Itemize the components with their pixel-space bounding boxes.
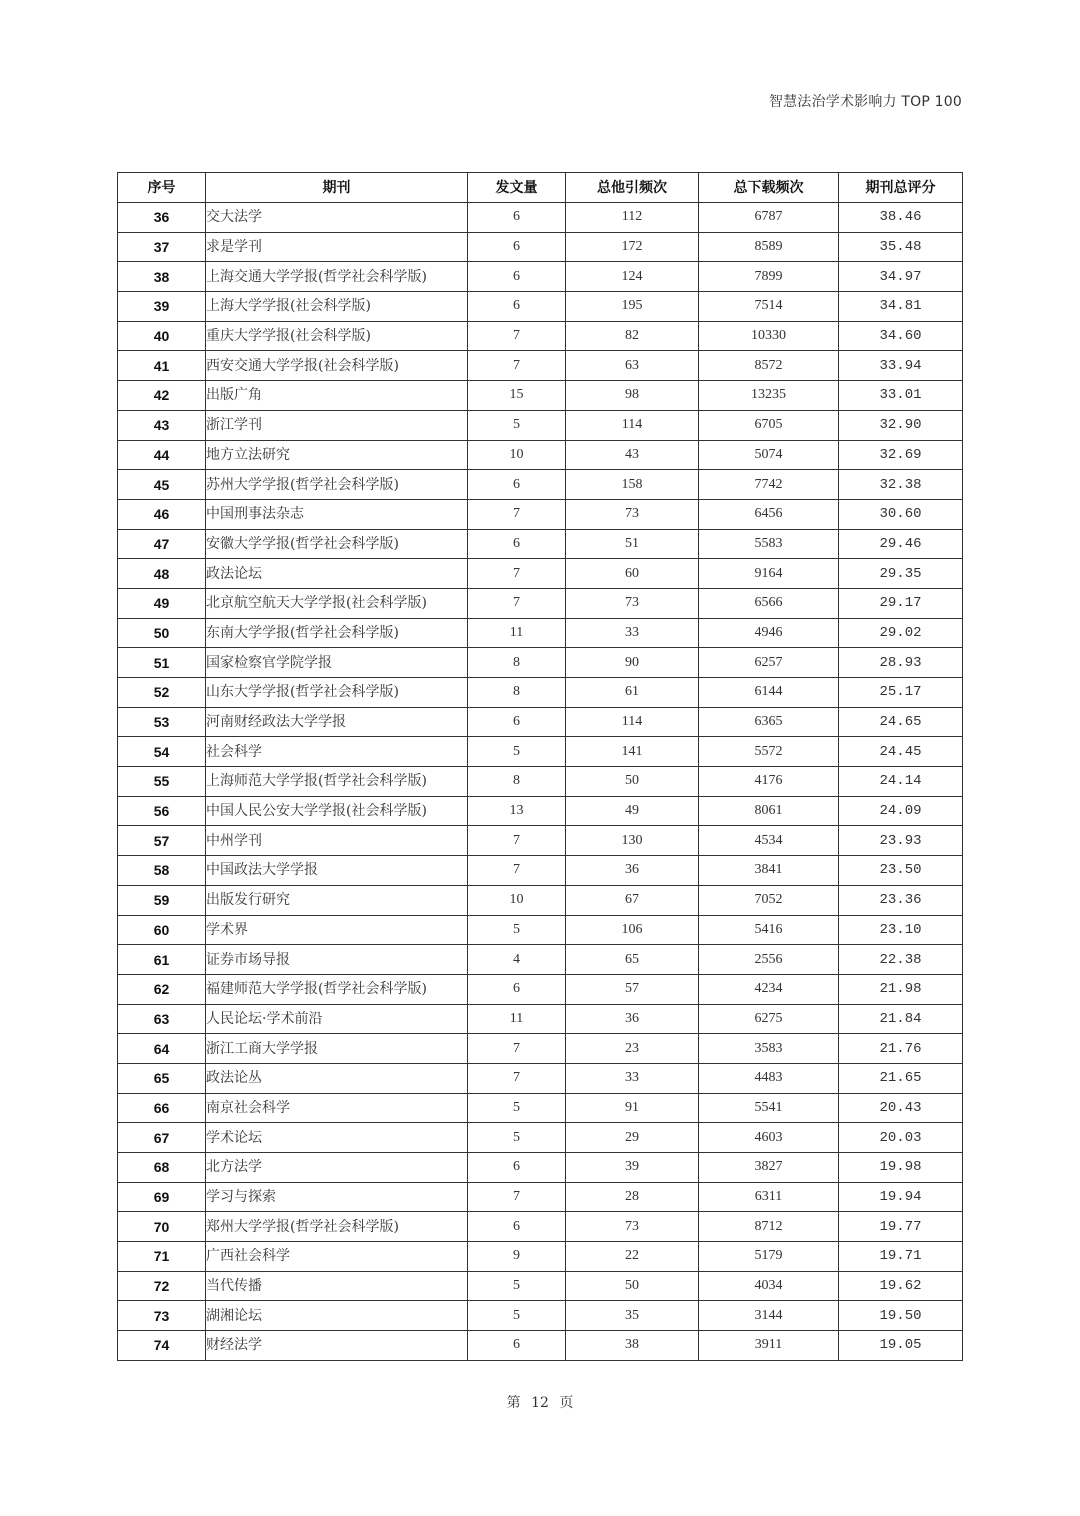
rank-cell: 48 (118, 559, 206, 589)
column-header-article-count: 发文量 (468, 173, 566, 203)
downloads-cell: 4234 (699, 974, 839, 1004)
downloads-cell: 13235 (699, 381, 839, 411)
journal-name-cell: 交大法学 (206, 203, 468, 233)
downloads-cell: 4534 (699, 826, 839, 856)
citations-cell: 38 (566, 1331, 699, 1361)
table-row (118, 945, 963, 975)
rank-cell: 73 (118, 1301, 206, 1331)
column-header-downloads: 总下载频次 (699, 173, 839, 203)
downloads-cell: 4603 (699, 1123, 839, 1153)
article-count-cell: 5 (468, 410, 566, 440)
table-row (118, 796, 963, 826)
rank-cell: 70 (118, 1212, 206, 1242)
citations-cell: 112 (566, 203, 699, 233)
journal-name-cell: 社会科学 (206, 737, 468, 767)
total-score-cell: 19.50 (839, 1301, 963, 1331)
page-footer (0, 1392, 1080, 1412)
rank-cell: 52 (118, 678, 206, 708)
journal-name-cell: 中国刑事法杂志 (206, 499, 468, 529)
citations-cell: 35 (566, 1301, 699, 1331)
article-count-cell: 5 (468, 1301, 566, 1331)
journal-name-cell: 当代传播 (206, 1271, 468, 1301)
citations-cell: 29 (566, 1123, 699, 1153)
journal-name-cell: 山东大学学报(哲学社会科学版) (206, 678, 468, 708)
rank-cell: 65 (118, 1063, 206, 1093)
rank-cell: 59 (118, 885, 206, 915)
article-count-cell: 4 (468, 945, 566, 975)
total-score-cell: 23.36 (839, 885, 963, 915)
downloads-cell: 4176 (699, 767, 839, 797)
table-row (118, 618, 963, 648)
rank-cell: 50 (118, 618, 206, 648)
table-row (118, 321, 963, 351)
table-row (118, 678, 963, 708)
citations-cell: 50 (566, 767, 699, 797)
downloads-cell: 7899 (699, 262, 839, 292)
rank-cell: 47 (118, 529, 206, 559)
total-score-cell: 21.65 (839, 1063, 963, 1093)
article-count-cell: 7 (468, 1182, 566, 1212)
article-count-cell: 7 (468, 321, 566, 351)
page-prefix: 第 (506, 1395, 521, 1411)
total-score-cell: 19.05 (839, 1331, 963, 1361)
table-row (118, 381, 963, 411)
total-score-cell: 33.01 (839, 381, 963, 411)
downloads-cell: 6144 (699, 678, 839, 708)
running-header-title: 智慧法治学术影响力 TOP 100 (768, 94, 962, 110)
journal-name-cell: 出版广角 (206, 381, 468, 411)
table-row (118, 410, 963, 440)
citations-cell: 49 (566, 796, 699, 826)
downloads-cell: 4034 (699, 1271, 839, 1301)
citations-cell: 61 (566, 678, 699, 708)
citations-cell: 172 (566, 232, 699, 262)
article-count-cell: 5 (468, 737, 566, 767)
downloads-cell: 6705 (699, 410, 839, 440)
citations-cell: 43 (566, 440, 699, 470)
table-row (118, 1182, 963, 1212)
table-row (118, 203, 963, 233)
journal-name-cell: 苏州大学学报(哲学社会科学版) (206, 470, 468, 500)
table-row (118, 499, 963, 529)
total-score-cell: 19.77 (839, 1212, 963, 1242)
journal-name-cell: 政法论丛 (206, 1063, 468, 1093)
article-count-cell: 7 (468, 826, 566, 856)
downloads-cell: 5583 (699, 529, 839, 559)
downloads-cell: 6275 (699, 1004, 839, 1034)
total-score-cell: 19.98 (839, 1153, 963, 1183)
article-count-cell: 8 (468, 767, 566, 797)
article-count-cell: 11 (468, 618, 566, 648)
downloads-cell: 6456 (699, 499, 839, 529)
journal-name-cell: 浙江工商大学学报 (206, 1034, 468, 1064)
journal-name-cell: 北方法学 (206, 1153, 468, 1183)
downloads-cell: 8061 (699, 796, 839, 826)
article-count-cell: 5 (468, 1271, 566, 1301)
journal-name-cell: 河南财经政法大学学报 (206, 707, 468, 737)
rank-cell: 74 (118, 1331, 206, 1361)
downloads-cell: 6566 (699, 588, 839, 618)
rank-cell: 55 (118, 767, 206, 797)
table-row (118, 1004, 963, 1034)
rank-cell: 38 (118, 262, 206, 292)
total-score-cell: 21.76 (839, 1034, 963, 1064)
article-count-cell: 6 (468, 232, 566, 262)
rank-cell: 58 (118, 856, 206, 886)
column-header-rank: 序号 (118, 173, 206, 203)
downloads-cell: 7514 (699, 292, 839, 322)
total-score-cell: 34.81 (839, 292, 963, 322)
rank-cell: 53 (118, 707, 206, 737)
total-score-cell: 20.03 (839, 1123, 963, 1153)
rank-cell: 40 (118, 321, 206, 351)
citations-cell: 114 (566, 707, 699, 737)
article-count-cell: 8 (468, 678, 566, 708)
table-row (118, 767, 963, 797)
downloads-cell: 3841 (699, 856, 839, 886)
citations-cell: 114 (566, 410, 699, 440)
article-count-cell: 15 (468, 381, 566, 411)
citations-cell: 91 (566, 1093, 699, 1123)
downloads-cell: 4483 (699, 1063, 839, 1093)
journal-name-cell: 学术界 (206, 915, 468, 945)
table-row (118, 974, 963, 1004)
journal-name-cell: 出版发行研究 (206, 885, 468, 915)
rank-cell: 62 (118, 974, 206, 1004)
journal-name-cell: 求是学刊 (206, 232, 468, 262)
total-score-cell: 34.97 (839, 262, 963, 292)
total-score-cell: 23.10 (839, 915, 963, 945)
article-count-cell: 5 (468, 915, 566, 945)
downloads-cell: 8589 (699, 232, 839, 262)
downloads-cell: 5074 (699, 440, 839, 470)
journal-name-cell: 东南大学学报(哲学社会科学版) (206, 618, 468, 648)
rank-cell: 43 (118, 410, 206, 440)
citations-cell: 36 (566, 1004, 699, 1034)
rank-cell: 71 (118, 1242, 206, 1272)
rank-cell: 51 (118, 648, 206, 678)
citations-cell: 158 (566, 470, 699, 500)
rank-cell: 56 (118, 796, 206, 826)
table-row (118, 856, 963, 886)
total-score-cell: 20.43 (839, 1093, 963, 1123)
article-count-cell: 5 (468, 1093, 566, 1123)
journal-name-cell: 南京社会科学 (206, 1093, 468, 1123)
total-score-cell: 22.38 (839, 945, 963, 975)
rank-cell: 69 (118, 1182, 206, 1212)
total-score-cell: 19.71 (839, 1242, 963, 1272)
total-score-cell: 24.45 (839, 737, 963, 767)
table-row (118, 1331, 963, 1361)
downloads-cell: 5572 (699, 737, 839, 767)
rank-cell: 37 (118, 232, 206, 262)
article-count-cell: 6 (468, 529, 566, 559)
article-count-cell: 10 (468, 885, 566, 915)
downloads-cell: 2556 (699, 945, 839, 975)
citations-cell: 51 (566, 529, 699, 559)
total-score-cell: 23.50 (839, 856, 963, 886)
journal-name-cell: 广西社会科学 (206, 1242, 468, 1272)
article-count-cell: 6 (468, 470, 566, 500)
journal-name-cell: 上海交通大学学报(哲学社会科学版) (206, 262, 468, 292)
table-row (118, 262, 963, 292)
citations-cell: 50 (566, 1271, 699, 1301)
journal-name-cell: 福建师范大学学报(哲学社会科学版) (206, 974, 468, 1004)
total-score-cell: 21.84 (839, 1004, 963, 1034)
citations-cell: 82 (566, 321, 699, 351)
rank-cell: 57 (118, 826, 206, 856)
rank-cell: 67 (118, 1123, 206, 1153)
journal-name-cell: 学术论坛 (206, 1123, 468, 1153)
rank-cell: 44 (118, 440, 206, 470)
article-count-cell: 6 (468, 974, 566, 1004)
total-score-cell: 32.38 (839, 470, 963, 500)
downloads-cell: 6311 (699, 1182, 839, 1212)
article-count-cell: 6 (468, 203, 566, 233)
table-row (118, 470, 963, 500)
citations-cell: 124 (566, 262, 699, 292)
article-count-cell: 7 (468, 1063, 566, 1093)
citations-cell: 67 (566, 885, 699, 915)
total-score-cell: 21.98 (839, 974, 963, 1004)
article-count-cell: 7 (468, 499, 566, 529)
total-score-cell: 29.35 (839, 559, 963, 589)
journal-name-cell: 西安交通大学学报(社会科学版) (206, 351, 468, 381)
journal-name-cell: 中国政法大学学报 (206, 856, 468, 886)
downloads-cell: 7052 (699, 885, 839, 915)
journal-name-cell: 湖湘论坛 (206, 1301, 468, 1331)
citations-cell: 28 (566, 1182, 699, 1212)
total-score-cell: 29.46 (839, 529, 963, 559)
article-count-cell: 7 (468, 588, 566, 618)
total-score-cell: 28.93 (839, 648, 963, 678)
journal-name-cell: 上海师范大学学报(哲学社会科学版) (206, 767, 468, 797)
table-row (118, 1301, 963, 1331)
article-count-cell: 6 (468, 707, 566, 737)
citations-cell: 73 (566, 588, 699, 618)
journal-name-cell: 中州学刊 (206, 826, 468, 856)
article-count-cell: 13 (468, 796, 566, 826)
table-row (118, 351, 963, 381)
article-count-cell: 7 (468, 351, 566, 381)
article-count-cell: 9 (468, 1242, 566, 1272)
total-score-cell: 25.17 (839, 678, 963, 708)
table-header-row (118, 173, 963, 203)
journal-name-cell: 北京航空航天大学学报(社会科学版) (206, 588, 468, 618)
downloads-cell: 3911 (699, 1331, 839, 1361)
article-count-cell: 7 (468, 856, 566, 886)
journal-name-cell: 安徽大学学报(哲学社会科学版) (206, 529, 468, 559)
rank-cell: 46 (118, 499, 206, 529)
table-row (118, 292, 963, 322)
downloads-cell: 5179 (699, 1242, 839, 1272)
citations-cell: 60 (566, 559, 699, 589)
table-row (118, 529, 963, 559)
total-score-cell: 24.14 (839, 767, 963, 797)
total-score-cell: 38.46 (839, 203, 963, 233)
downloads-cell: 4946 (699, 618, 839, 648)
table-row (118, 737, 963, 767)
downloads-cell: 6257 (699, 648, 839, 678)
total-score-cell: 32.69 (839, 440, 963, 470)
table-row (118, 707, 963, 737)
total-score-cell: 23.93 (839, 826, 963, 856)
downloads-cell: 5416 (699, 915, 839, 945)
table-row (118, 232, 963, 262)
table-row (118, 1093, 963, 1123)
table-body (118, 203, 963, 1361)
table-row (118, 826, 963, 856)
table-row (118, 559, 963, 589)
rank-cell: 36 (118, 203, 206, 233)
rank-cell: 41 (118, 351, 206, 381)
total-score-cell: 29.02 (839, 618, 963, 648)
total-score-cell: 35.48 (839, 232, 963, 262)
article-count-cell: 7 (468, 1034, 566, 1064)
rank-cell: 68 (118, 1153, 206, 1183)
downloads-cell: 7742 (699, 470, 839, 500)
citations-cell: 63 (566, 351, 699, 381)
total-score-cell: 33.94 (839, 351, 963, 381)
citations-cell: 23 (566, 1034, 699, 1064)
total-score-cell: 19.62 (839, 1271, 963, 1301)
citations-cell: 98 (566, 381, 699, 411)
journal-name-cell: 重庆大学学报(社会科学版) (206, 321, 468, 351)
journal-name-cell: 证券市场导报 (206, 945, 468, 975)
downloads-cell: 3144 (699, 1301, 839, 1331)
table-row (118, 1153, 963, 1183)
citations-cell: 73 (566, 499, 699, 529)
citations-cell: 33 (566, 618, 699, 648)
article-count-cell: 6 (468, 1331, 566, 1361)
rank-cell: 60 (118, 915, 206, 945)
citations-cell: 22 (566, 1242, 699, 1272)
downloads-cell: 3827 (699, 1153, 839, 1183)
journal-name-cell: 郑州大学学报(哲学社会科学版) (206, 1212, 468, 1242)
citations-cell: 36 (566, 856, 699, 886)
column-header-journal: 期刊 (206, 173, 468, 203)
citations-cell: 141 (566, 737, 699, 767)
downloads-cell: 8712 (699, 1212, 839, 1242)
journal-name-cell: 浙江学刊 (206, 410, 468, 440)
citations-cell: 73 (566, 1212, 699, 1242)
article-count-cell: 6 (468, 1153, 566, 1183)
total-score-cell: 24.65 (839, 707, 963, 737)
table-row (118, 1212, 963, 1242)
citations-cell: 39 (566, 1153, 699, 1183)
table-row (118, 885, 963, 915)
downloads-cell: 8572 (699, 351, 839, 381)
journal-name-cell: 地方立法研究 (206, 440, 468, 470)
page-number: 12 (531, 1395, 549, 1411)
table-row (118, 588, 963, 618)
table-row (118, 1123, 963, 1153)
total-score-cell: 30.60 (839, 499, 963, 529)
journal-name-cell: 人民论坛·学术前沿 (206, 1004, 468, 1034)
rank-cell: 72 (118, 1271, 206, 1301)
downloads-cell: 3583 (699, 1034, 839, 1064)
article-count-cell: 5 (468, 1123, 566, 1153)
downloads-cell: 5541 (699, 1093, 839, 1123)
table-row (118, 1063, 963, 1093)
article-count-cell: 6 (468, 292, 566, 322)
total-score-cell: 19.94 (839, 1182, 963, 1212)
rank-cell: 66 (118, 1093, 206, 1123)
total-score-cell: 34.60 (839, 321, 963, 351)
article-count-cell: 11 (468, 1004, 566, 1034)
page-suffix: 页 (559, 1395, 574, 1411)
rank-cell: 49 (118, 588, 206, 618)
total-score-cell: 24.09 (839, 796, 963, 826)
column-header-citations: 总他引频次 (566, 173, 699, 203)
table-row (118, 915, 963, 945)
journal-name-cell: 国家检察官学院学报 (206, 648, 468, 678)
rank-cell: 45 (118, 470, 206, 500)
column-header-total-score: 期刊总评分 (839, 173, 963, 203)
downloads-cell: 6365 (699, 707, 839, 737)
article-count-cell: 8 (468, 648, 566, 678)
table-row (118, 440, 963, 470)
journal-name-cell: 学习与探索 (206, 1182, 468, 1212)
citations-cell: 90 (566, 648, 699, 678)
table-row (118, 1034, 963, 1064)
citations-cell: 106 (566, 915, 699, 945)
table-row (118, 1242, 963, 1272)
table-row (118, 648, 963, 678)
article-count-cell: 7 (468, 559, 566, 589)
rank-cell: 61 (118, 945, 206, 975)
total-score-cell: 29.17 (839, 588, 963, 618)
journal-name-cell: 上海大学学报(社会科学版) (206, 292, 468, 322)
journal-name-cell: 财经法学 (206, 1331, 468, 1361)
journal-ranking-table (117, 172, 963, 1361)
downloads-cell: 6787 (699, 203, 839, 233)
table-row (118, 1271, 963, 1301)
citations-cell: 130 (566, 826, 699, 856)
journal-name-cell: 中国人民公安大学学报(社会科学版) (206, 796, 468, 826)
journal-name-cell: 政法论坛 (206, 559, 468, 589)
article-count-cell: 10 (468, 440, 566, 470)
downloads-cell: 9164 (699, 559, 839, 589)
citations-cell: 33 (566, 1063, 699, 1093)
rank-cell: 54 (118, 737, 206, 767)
rank-cell: 39 (118, 292, 206, 322)
article-count-cell: 6 (468, 1212, 566, 1242)
rank-cell: 64 (118, 1034, 206, 1064)
citations-cell: 195 (566, 292, 699, 322)
rank-cell: 42 (118, 381, 206, 411)
citations-cell: 65 (566, 945, 699, 975)
total-score-cell: 32.90 (839, 410, 963, 440)
rank-cell: 63 (118, 1004, 206, 1034)
citations-cell: 57 (566, 974, 699, 1004)
article-count-cell: 6 (468, 262, 566, 292)
downloads-cell: 10330 (699, 321, 839, 351)
